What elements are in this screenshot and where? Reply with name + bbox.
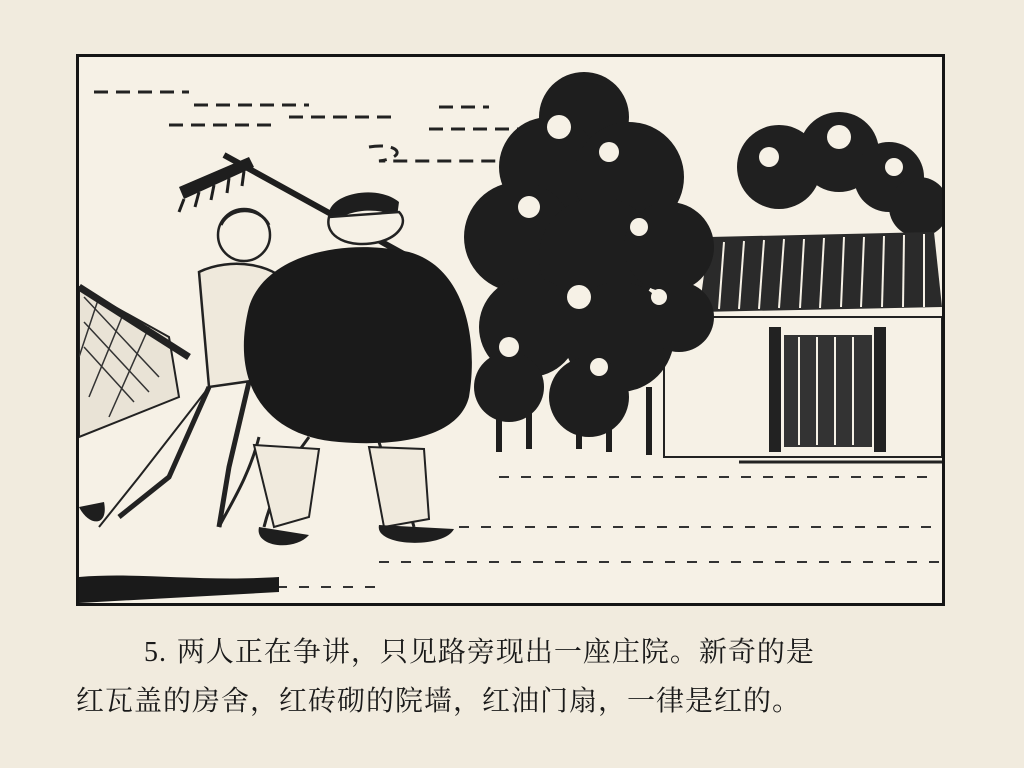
ground [79,477,939,587]
caption-number: 5. [144,637,167,668]
clouds [94,92,519,161]
caption-line-1 [76,628,956,677]
field-left [79,287,179,437]
ink-illustration [79,57,942,603]
caption-text-1: 两人正在争讲，只见路旁现出一座庄院。新奇的是 [176,635,815,668]
illustration-panel [76,54,945,606]
ground-shadow [79,576,279,603]
caption [76,628,956,725]
caption-line-2: 红瓦盖的房舍，红砖砌的院墙，红油门扇，一律是红的。 [76,684,802,717]
black-robe [244,247,472,443]
